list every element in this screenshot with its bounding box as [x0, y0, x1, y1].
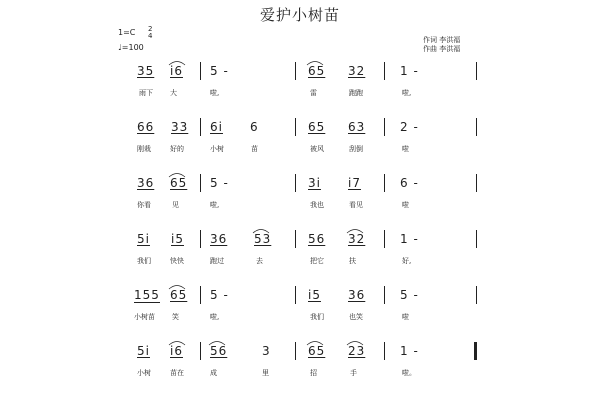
bar-line: [295, 62, 296, 80]
lyric: 苗在: [170, 369, 184, 377]
bar-line: [200, 286, 201, 304]
note-group: 63: [348, 120, 366, 134]
bar-line: [295, 174, 296, 192]
note-group: 65: [170, 288, 188, 302]
note-group: 1 -: [400, 232, 419, 246]
note-group: 23: [348, 344, 366, 358]
lyric: 我也: [310, 201, 324, 209]
note-group: 5i: [137, 232, 150, 246]
composer-credit: 作曲 李洪福: [423, 45, 461, 53]
note-group: 32: [348, 232, 366, 246]
lyric: 里: [262, 369, 269, 377]
note-group: 56: [210, 344, 228, 358]
note-group: 1 -: [400, 64, 419, 78]
final-bar-line: [474, 342, 477, 360]
note-group: 32: [348, 64, 366, 78]
bar-line: [384, 342, 385, 360]
bar-line: [200, 342, 201, 360]
note-group: 35: [137, 64, 155, 78]
note-group: i5: [171, 232, 184, 246]
note-group: 5 -: [210, 176, 229, 190]
note-group: i6: [170, 64, 183, 78]
bar-line: [476, 62, 477, 80]
music-system-2: [0, 112, 600, 168]
bar-line: [476, 118, 477, 136]
lyric: 看见: [349, 201, 363, 209]
note-group: 3i: [308, 176, 321, 190]
note-group: 66: [137, 120, 155, 134]
time-bottom: 4: [148, 32, 153, 40]
lyric: 刮倒: [349, 145, 363, 153]
lyric: 也笑: [349, 313, 363, 321]
lyric: 跑过: [210, 257, 224, 265]
music-system-5: [0, 280, 600, 336]
credits: [423, 36, 460, 54]
lyric: 被风: [310, 145, 324, 153]
note-group: i5: [308, 288, 321, 302]
note-group: 6i: [210, 120, 223, 134]
lyric: 我们: [310, 313, 324, 321]
bar-line: [295, 230, 296, 248]
time-signature: [148, 26, 152, 40]
note-group: 5 -: [210, 288, 229, 302]
lyric: 好的: [170, 145, 184, 153]
lyric: 我们: [137, 257, 151, 265]
note-group: 36: [348, 288, 366, 302]
time-top: 2: [148, 25, 153, 33]
bar-line: [476, 286, 477, 304]
lyric: 跑跑: [349, 89, 363, 97]
bar-line: [295, 118, 296, 136]
note-group: i6: [170, 344, 183, 358]
bar-line: [384, 174, 385, 192]
music-system-4: [0, 224, 600, 280]
lyric: 啦,: [210, 313, 220, 321]
lyric: 大: [170, 89, 177, 97]
lyric: 招: [310, 369, 317, 377]
note-group: 56: [308, 232, 326, 246]
note-group: 33: [171, 120, 189, 134]
bar-line: [295, 342, 296, 360]
lyric: 苗: [251, 145, 258, 153]
note-group: 155: [134, 288, 160, 302]
key-signature: [118, 25, 153, 40]
lyric: 啦,: [402, 89, 412, 97]
bar-line: [200, 174, 201, 192]
lyric: 快快: [170, 257, 184, 265]
note-group: 53: [254, 232, 272, 246]
key-label: 1=C: [118, 28, 136, 37]
note-group: 3: [262, 344, 271, 358]
music-system-1: [0, 56, 600, 112]
lyric: 小树苗: [134, 313, 155, 321]
note-group: 1 -: [400, 344, 419, 358]
bar-line: [476, 174, 477, 192]
bar-line: [476, 230, 477, 248]
note-group: 36: [137, 176, 155, 190]
lyricist-credit: 作词 李洪福: [423, 36, 461, 44]
lyric: 手: [350, 369, 357, 377]
bar-line: [200, 62, 201, 80]
lyric: 把它: [310, 257, 324, 265]
tempo-mark: ♩=100: [118, 43, 144, 52]
bar-line: [384, 286, 385, 304]
note-group: 2 -: [400, 120, 419, 134]
lyric: 笑: [172, 313, 179, 321]
lyric: 雨下: [139, 89, 153, 97]
note-group: 6 -: [400, 176, 419, 190]
lyric: 雷: [310, 89, 317, 97]
lyric: 啦: [402, 313, 409, 321]
lyric: 扶: [349, 257, 356, 265]
lyric: 小树: [210, 145, 224, 153]
lyric: 啦。: [402, 369, 416, 377]
note-group: 6: [250, 120, 259, 134]
note-group: 5 -: [400, 288, 419, 302]
lyric: 啦,: [210, 201, 220, 209]
bar-line: [200, 230, 201, 248]
lyric: 啦: [402, 145, 409, 153]
lyric: 好,: [402, 257, 412, 265]
note-group: i7: [348, 176, 361, 190]
bar-line: [384, 62, 385, 80]
lyric: 啦: [402, 201, 409, 209]
note-group: 65: [308, 344, 326, 358]
note-group: 65: [308, 120, 326, 134]
bar-line: [200, 118, 201, 136]
note-group: 5i: [137, 344, 150, 358]
lyric: 刚栽: [137, 145, 151, 153]
lyric: 去: [256, 257, 263, 265]
bar-line: [295, 286, 296, 304]
bar-line: [384, 230, 385, 248]
note-group: 36: [210, 232, 228, 246]
song-title: 爱护小树苗: [259, 6, 340, 24]
lyric: 见: [172, 201, 179, 209]
music-system-6: [0, 336, 600, 392]
note-group: 65: [308, 64, 326, 78]
lyric: 成: [210, 369, 217, 377]
lyric: 啦,: [210, 89, 220, 97]
note-group: 65: [170, 176, 188, 190]
music-system-3: [0, 168, 600, 224]
lyric: 小树: [137, 369, 151, 377]
lyric: 你看: [137, 201, 151, 209]
note-group: 5 -: [210, 64, 229, 78]
bar-line: [384, 118, 385, 136]
